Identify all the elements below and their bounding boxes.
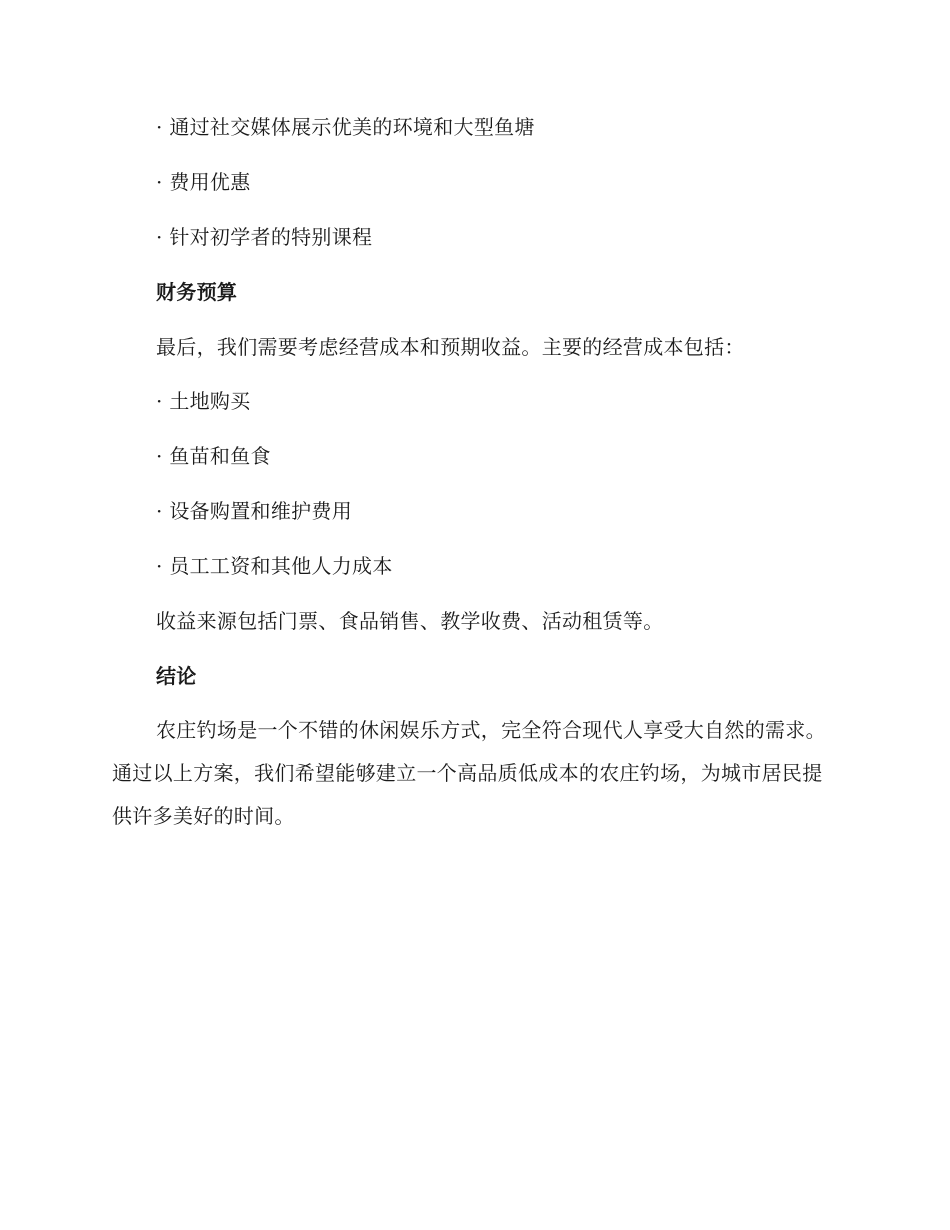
revenue-sources: 收益来源包括门票、食品销售、教学收费、活动租赁等。 [156,609,664,633]
cost-bullet-fry-feed: · 鱼苗和鱼食 [156,444,271,468]
finance-intro: 最后，我们需要考虑经营成本和预期收益。主要的经营成本包括： [156,335,745,359]
promo-bullet-beginner-course: · 针对初学者的特别课程 [156,225,373,249]
cost-bullet-staff: · 员工工资和其他人力成本 [156,554,393,578]
finance-heading: 财务预算 [156,280,238,304]
promo-bullet-discount: · 费用优惠 [156,170,251,194]
conclusion-paragraph: 农庄钓场是一个不错的休闲娱乐方式，完全符合现代人享受大自然的需求。通过以上方案，我们希望能够建立一个高品质低成本的农庄钓场，为城市居民提供许多美好的时间。 [112,718,826,828]
conclusion-heading: 结论 [156,664,197,688]
cost-bullet-land: · 土地购买 [156,389,251,413]
cost-bullet-equipment: · 设备购置和维护费用 [156,499,353,523]
promo-bullet-social-media: · 通过社交媒体展示优美的环境和大型鱼塘 [156,115,535,139]
